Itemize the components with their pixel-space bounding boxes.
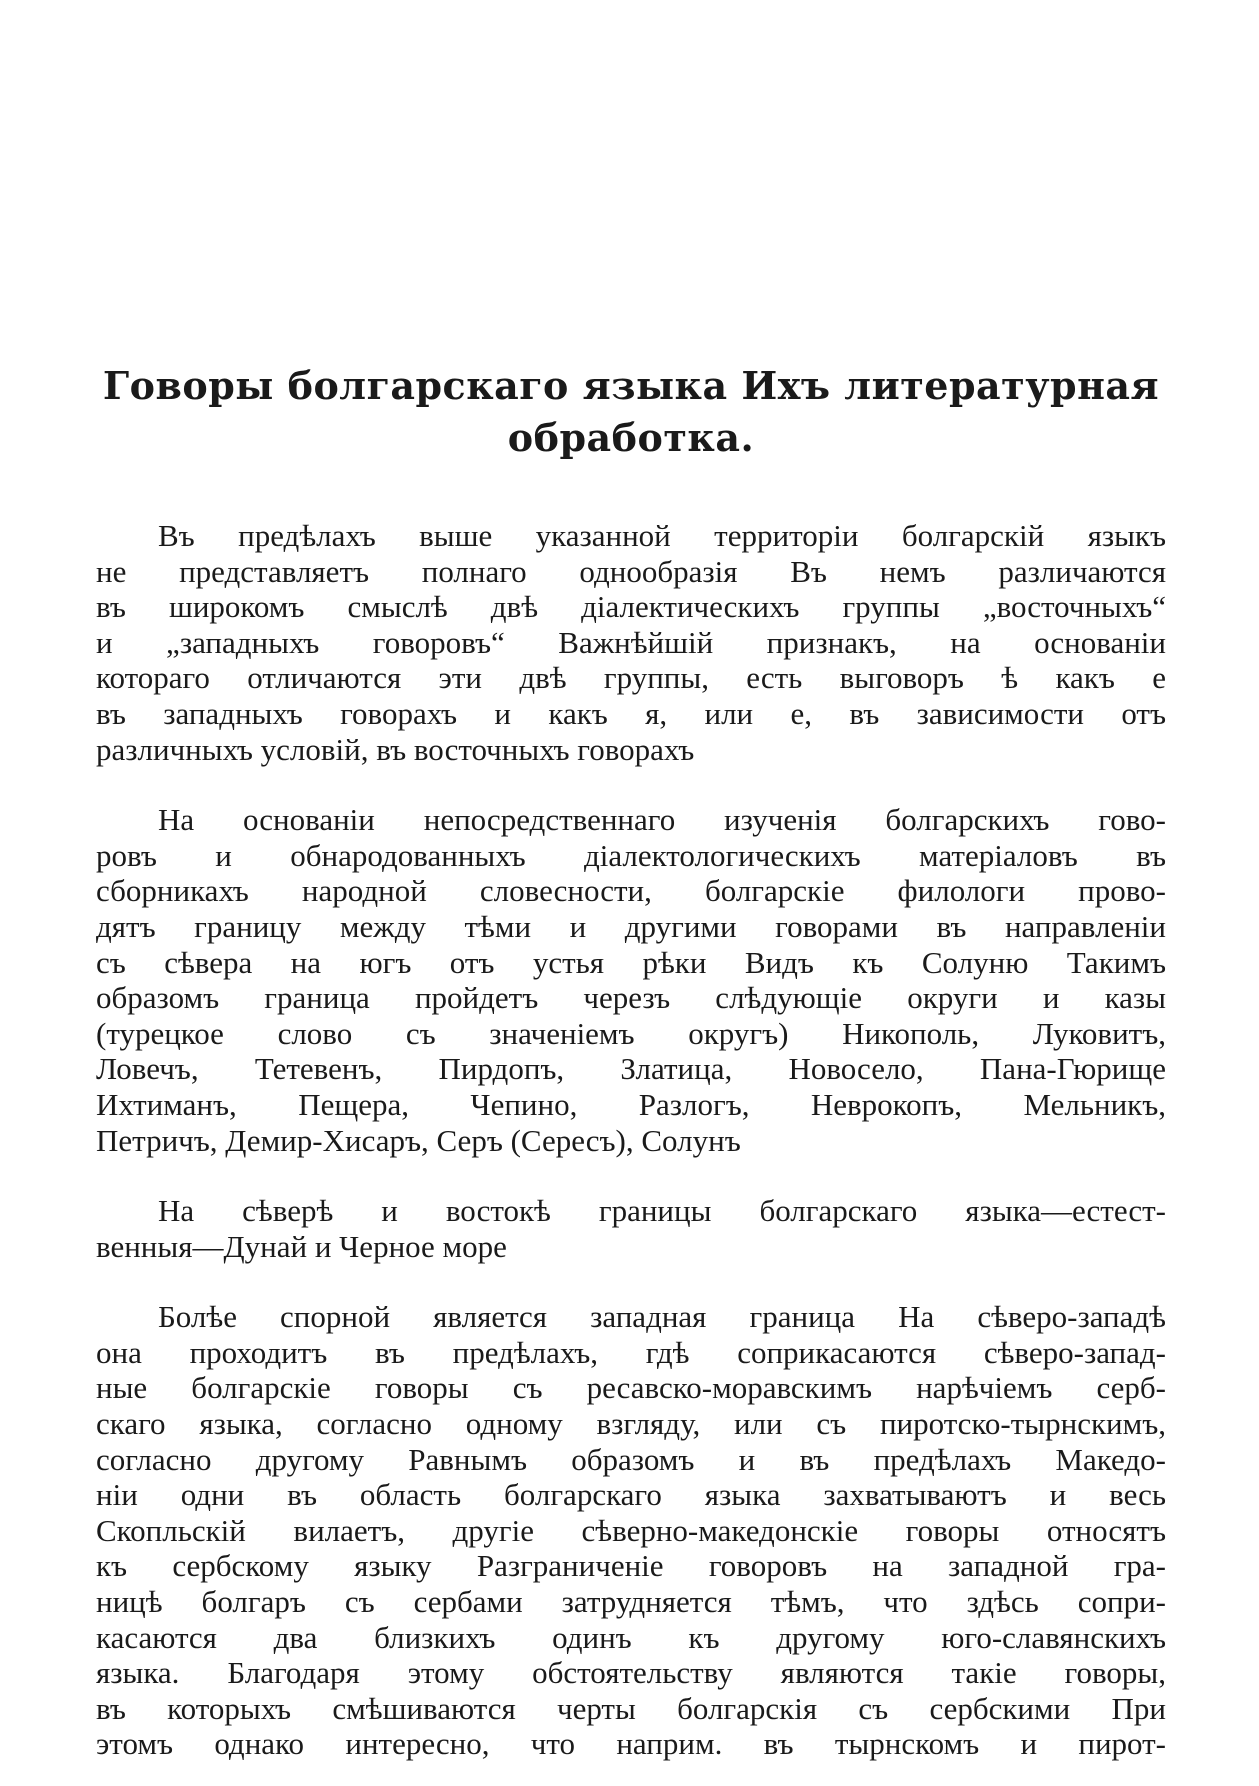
text-line: На сѣверѣ и востокѣ границы болгарскаго языка—естест- bbox=[158, 1193, 1166, 1229]
body-text bbox=[96, 518, 1166, 1762]
text-line: Петричъ, Демир-Хисаръ, Серъ (Сересъ), Солунъ bbox=[96, 1122, 741, 1158]
text-line: въ широкомъ смыслѣ двѣ діалектическихъ группы „восточныхъ“ bbox=[96, 589, 1166, 625]
chapter-title bbox=[96, 360, 1166, 464]
text-line: этомъ однако интересно, что наприм. въ тырнскомъ и пирот- bbox=[96, 1726, 1166, 1762]
document-page bbox=[96, 360, 1166, 1762]
text-line: образомъ граница пройдетъ черезъ слѣдующіе округи и казы bbox=[96, 980, 1166, 1016]
text-line: она проходитъ въ предѣлахъ, гдѣ соприкасаются сѣверо-запад- bbox=[96, 1334, 1166, 1370]
text-line: не представляетъ полнаго однообразія Въ немъ различаются bbox=[96, 553, 1166, 589]
text-line: языка. Благодаря этому обстоятельству являются такіе говоры, bbox=[96, 1655, 1166, 1691]
text-line: согласно другому Равнымъ образомъ и въ предѣлахъ Македо- bbox=[96, 1441, 1166, 1477]
chapter-title-line-1: Говоры болгарскаго языка Ихъ литературная bbox=[102, 363, 1160, 408]
text-line: въ западныхъ говорахъ и какъ я, или е, въ зависимости отъ bbox=[96, 695, 1166, 731]
text-line: На основаніи непосредственнаго изученія болгарскихъ гово- bbox=[158, 802, 1166, 838]
paragraph-1 bbox=[96, 518, 1166, 767]
text-line: Скопльскій вилаетъ, другіе сѣверно-македонскіе говоры относятъ bbox=[96, 1512, 1166, 1548]
text-line: сборникахъ народной словесности, болгарскіе филологи прово- bbox=[96, 873, 1166, 909]
text-line: Ихтиманъ, Пещера, Чепино, Разлогъ, Неврокопъ, Мельникъ, bbox=[96, 1086, 1166, 1122]
text-line: ные болгарскіе говоры съ ресавско-моравскимъ нарѣчіемъ серб- bbox=[96, 1370, 1166, 1406]
text-line: Болѣе спорной является западная граница На сѣверо-западѣ bbox=[158, 1299, 1166, 1335]
text-line: котораго отличаются эти двѣ группы, есть выговоръ ѣ какъ е bbox=[96, 660, 1166, 696]
text-line: съ сѣвера на югъ отъ устья рѣки Видъ къ Солуню Такимъ bbox=[96, 944, 1166, 980]
text-line: ніи одни въ область болгарскаго языка захватываютъ и весь bbox=[96, 1477, 1166, 1513]
chapter-title-line-2: обработка. bbox=[507, 415, 755, 460]
text-line: къ сербскому языку Разграниченіе говоровъ на западной гра- bbox=[96, 1548, 1166, 1584]
text-line: Въ предѣлахъ выше указанной территоріи болгарскій языкъ bbox=[158, 518, 1166, 553]
text-line: (турецкое слово съ значеніемъ округъ) Никополь, Луковитъ, bbox=[96, 1015, 1166, 1051]
text-line: различныхъ условій, въ восточныхъ говорахъ bbox=[96, 731, 695, 767]
text-line: ницѣ болгаръ съ сербами затрудняется тѣмъ, что здѣсь сопри- bbox=[96, 1584, 1166, 1620]
paragraph-4 bbox=[96, 1299, 1166, 1762]
text-line: и „западныхъ говоровъ“ Важнѣйшій признакъ, на основаніи bbox=[96, 624, 1166, 660]
paragraph-2 bbox=[96, 802, 1166, 1158]
text-line: касаются два близкихъ одинъ къ другому юго-славянскихъ bbox=[96, 1619, 1166, 1655]
text-line: скаго языка, согласно одному взгляду, или съ пиротско-тырнскимъ, bbox=[96, 1406, 1166, 1442]
text-line: дятъ границу между тѣми и другими говорами въ направленіи bbox=[96, 908, 1166, 944]
paragraph-3 bbox=[96, 1193, 1166, 1264]
text-line: ровъ и обнародованныхъ діалектологическихъ матеріаловъ въ bbox=[96, 837, 1166, 873]
text-line: въ которыхъ смѣшиваются черты болгарскія съ сербскими При bbox=[96, 1690, 1166, 1726]
text-line: венныя—Дунай и Черное море bbox=[96, 1228, 507, 1264]
text-line: Ловечъ, Тетевенъ, Пирдопъ, Златица, Новосело, Пана-Гюрище bbox=[96, 1051, 1166, 1087]
